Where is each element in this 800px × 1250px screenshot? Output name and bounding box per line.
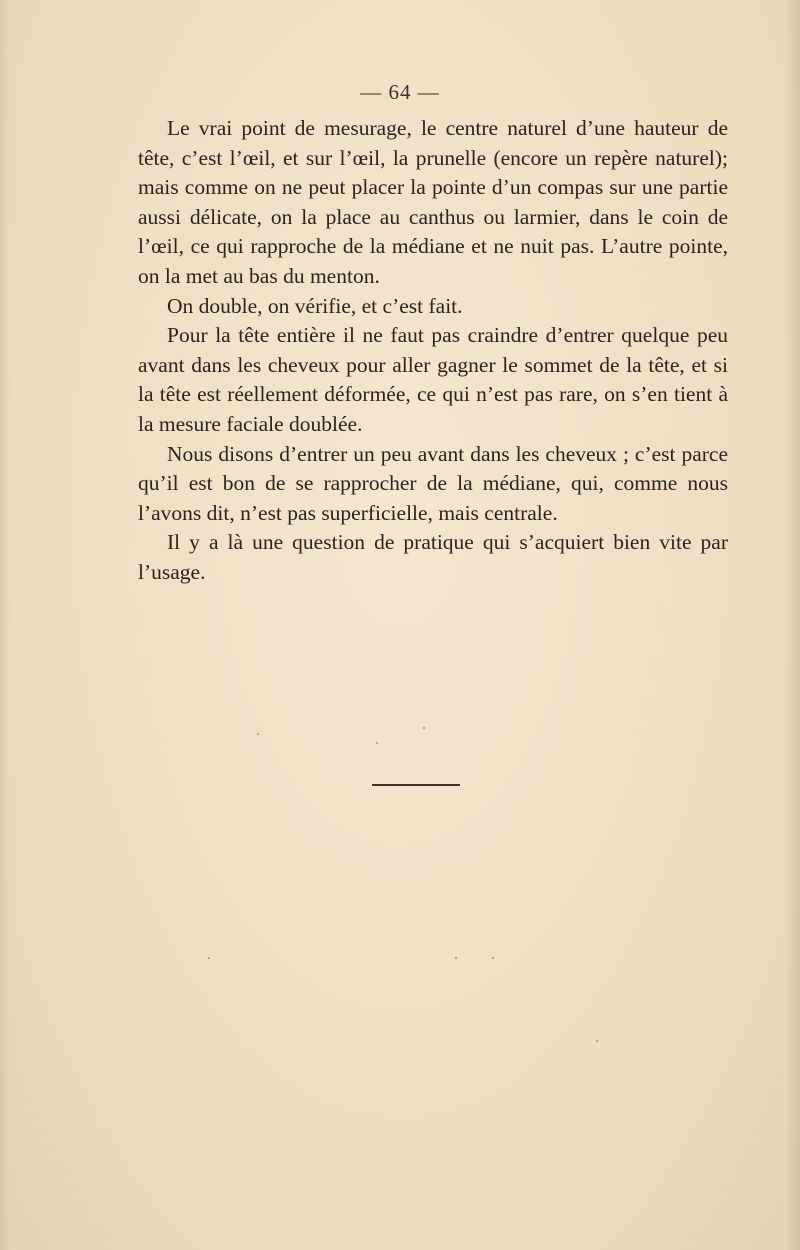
paper-speck bbox=[455, 957, 457, 959]
paper-speck bbox=[208, 957, 210, 959]
paper-speck bbox=[376, 742, 378, 744]
paper-speck bbox=[492, 957, 494, 959]
paper-speck bbox=[596, 1040, 598, 1042]
paragraph-5: Il y a là une question de pratique qui s’acquiert bien vite par l’usage. bbox=[138, 530, 728, 584]
body-text bbox=[138, 114, 728, 588]
paper-speck bbox=[257, 733, 259, 735]
page-left-edge bbox=[0, 0, 10, 1250]
paragraph-3: Pour la tête entière il ne faut pas craindre d’entrer quelque peu avant dans les cheveux pour aller gagner le sommet de la tête, et si la tête est réellement déformée, ce qui n’est pas rare, on s’en tient à la mesure faciale doublée. bbox=[138, 323, 728, 436]
end-of-section-rule bbox=[372, 784, 460, 786]
paragraph-2: On double, on vérifie, et c’est fait. bbox=[167, 293, 463, 318]
paper-speck bbox=[423, 727, 425, 729]
page-number: — 64 — bbox=[360, 80, 440, 104]
paragraph-4: Nous disons d’entrer un peu avant dans les cheveux ; c’est parce qu’il est bon de se rapprocher de la médiane, qui, comme nous l’avons dit, n’est pas superficielle, mais centrale. bbox=[138, 441, 728, 525]
paragraph-1: Le vrai point de mesurage, le centre naturel d’une hauteur de tête, c’est l’œil, et sur l’œil, la prunelle (encore un repère naturel); mais comme on ne peut placer la pointe d’un compas sur une partie aussi délicate, on la place au canthus ou larmier, dans le coin de l’œil, ce qui rapproche de la médiane et ne nuit pas. L’autre pointe, on la met au bas du menton. bbox=[138, 116, 728, 288]
page-right-edge bbox=[786, 0, 800, 1250]
